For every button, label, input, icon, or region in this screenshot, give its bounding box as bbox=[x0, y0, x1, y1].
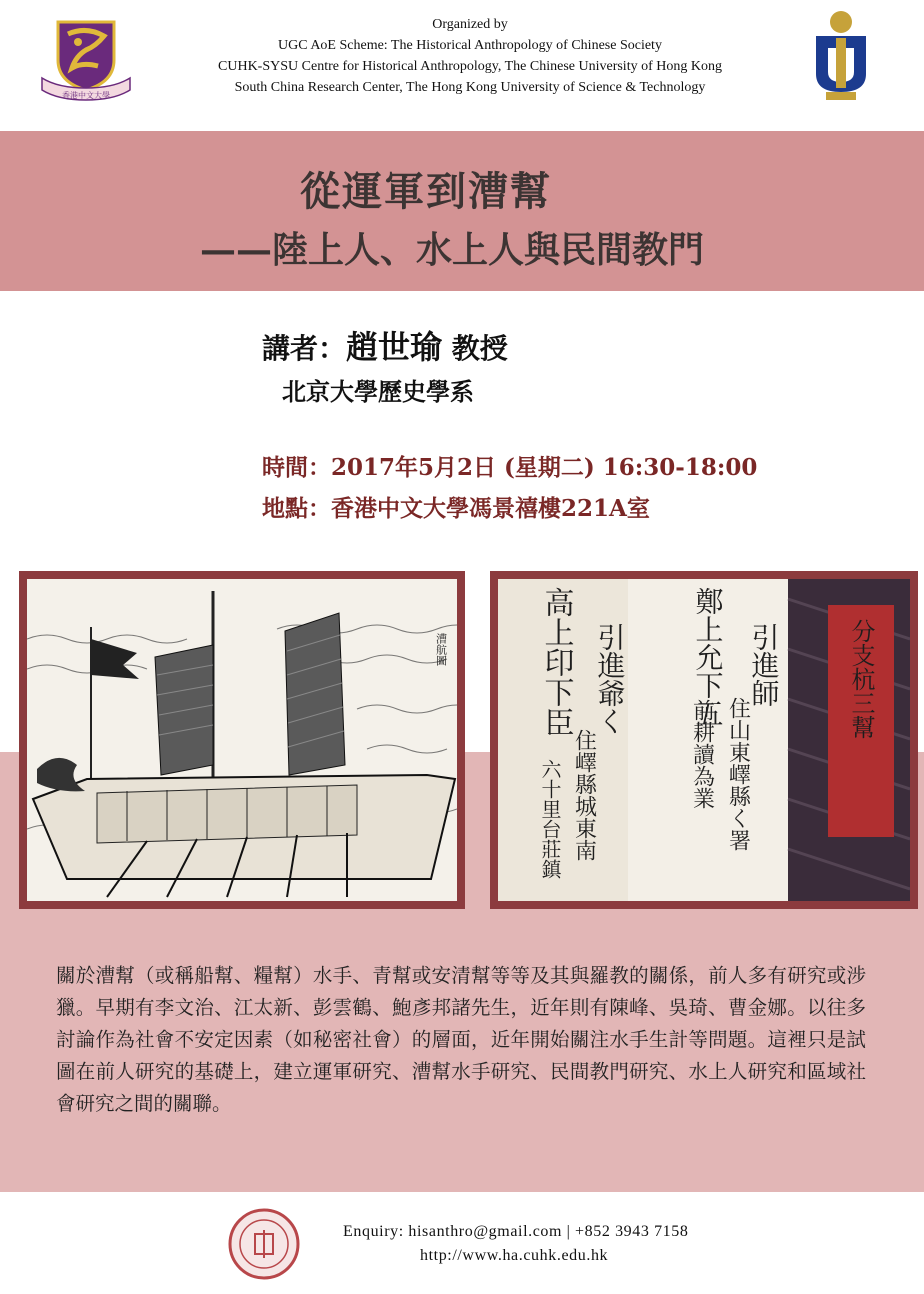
manuscript-col-8: 前耕讀為業 bbox=[689, 699, 715, 809]
organizer-line-3: South China Research Center, The Hong Kong University of Science & Technology bbox=[234, 80, 706, 95]
speaker-line bbox=[262, 322, 508, 368]
lecture-abstract: 關於漕幫（或稱船幫、糧幫）水手、青幫或安清幫等等及其與羅教的關係，前人多有研究或涉獵。早期有李文治、江太新、彭雲鶴、鮑彥邦諸先生，近年則有陳峰、吳琦、曹金娜。以往多討論作為社會不安定因素（如秘密社會）的層面，近年開始關注水手生計等問題。這裡只是試圖在前人研究的基礎上，建立運軍研究、漕幫水手研究、民間教門研究、水上人研究和區域社會研究之間的關聯。 bbox=[56, 964, 866, 1115]
speaker-department: 北京大學歷史學系 bbox=[282, 377, 474, 406]
manuscript-red-label: 分支杭三幫 bbox=[847, 619, 875, 739]
organized-by-label: Organized by bbox=[432, 17, 508, 32]
footer-band bbox=[0, 1192, 924, 1294]
organizers bbox=[180, 14, 760, 98]
enquiry-contact: Enquiry: hisanthro@gmail.com | +852 3943 7158 bbox=[343, 1223, 689, 1240]
manuscript-col-5: 鄭上允下五 bbox=[691, 587, 725, 727]
centre-seal-logo bbox=[228, 1208, 300, 1280]
manuscript-col-7: 住山東嶧縣く署 bbox=[725, 697, 751, 851]
hkust-logo bbox=[806, 8, 876, 104]
event-venue: 地點：香港中文大學馮景禧樓221A室 bbox=[262, 495, 650, 522]
website-link[interactable]: http://www.ha.cuhk.edu.hk bbox=[420, 1247, 609, 1264]
organizer-line-2: CUHK-SYSU Centre for Historical Anthropology, The Chinese University of Hong Kong bbox=[218, 59, 722, 74]
organizer-line-1: UGC AoE Scheme: The Historical Anthropology of Chinese Society bbox=[278, 38, 662, 53]
manuscript-photo bbox=[490, 571, 918, 909]
junk-ship-illustration bbox=[19, 571, 465, 909]
manuscript-col-4: 六十里台莊鎮 bbox=[538, 759, 562, 879]
manuscript-col-2: 引進爺く bbox=[593, 623, 627, 735]
speaker-honorific: 教授 bbox=[442, 332, 508, 365]
manuscript-col-3: 住嶧縣城東南 bbox=[571, 729, 597, 861]
speaker-name: 趙世瑜 bbox=[346, 328, 443, 366]
illustration-caption: 漕航圖 bbox=[434, 633, 448, 666]
lecture-subtitle: ——陸上人、水上人與民間教門 bbox=[200, 229, 705, 271]
manuscript-col-1: 高上印下臣 bbox=[538, 587, 574, 737]
manuscript-col-6: 引進師 bbox=[747, 623, 781, 707]
event-time: 時間：2017年5月2日 (星期二) 16:30-18:00 bbox=[262, 454, 758, 481]
speaker-label: 講者： bbox=[262, 332, 347, 365]
cuhk-logo bbox=[38, 16, 134, 102]
lecture-title: 從運軍到漕幫 bbox=[300, 168, 552, 215]
cuhk-logo-text: 香港中文大學 bbox=[62, 91, 110, 100]
